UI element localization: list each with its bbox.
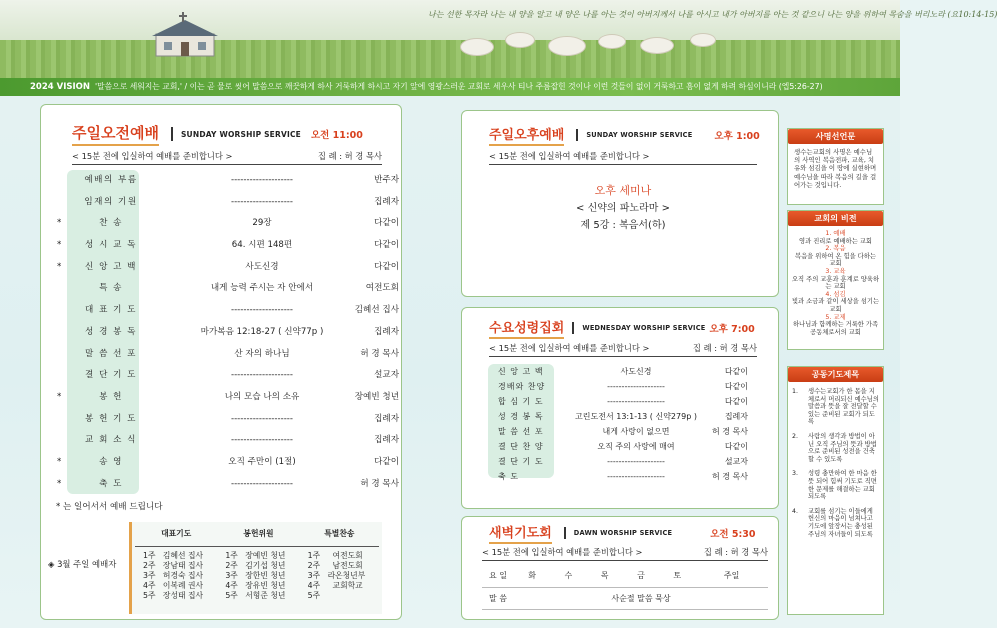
order-content: 내게 능력 주시는 자 안에서: [210, 283, 314, 294]
duty-entry: 2주 남전도회: [307, 560, 363, 570]
order-name: 합 심 기 도: [498, 397, 544, 406]
duty-col-prayer: [135, 546, 217, 602]
prayer-box: [787, 366, 884, 615]
prayer-item: [792, 433, 879, 463]
order-person: 허 경 목사: [712, 427, 748, 436]
order-row: [494, 439, 748, 454]
order-content: --------------------: [230, 413, 294, 424]
mission-title: 사명선언문: [788, 129, 883, 144]
order-row: [57, 474, 403, 496]
order-person: 반주자: [374, 175, 399, 185]
order-row: [494, 409, 748, 424]
stand-note: * 는 일어서서 예배 드립니다: [56, 502, 163, 512]
order-person: 다같이: [374, 218, 399, 229]
order-person: 다같이: [724, 397, 748, 406]
dawn-schedule: [482, 565, 768, 610]
order-person: 다같이: [374, 240, 399, 251]
duty-entry: 4주 이복례 권사: [143, 581, 204, 591]
morning-order-list: [57, 170, 403, 495]
duty-table: [129, 522, 382, 614]
order-row: [57, 170, 403, 192]
order-content: 사도신경: [245, 261, 279, 272]
order-content: --------------------: [607, 382, 665, 391]
order-name: 교 회 소 식: [85, 435, 137, 446]
wednesday-prep: < 15분 전에 입실하여 예배를 준비합니다 >: [489, 343, 650, 353]
duty-entry: 4주 장유빈 청년: [225, 581, 286, 591]
title-divider: [576, 129, 578, 141]
afternoon-title-en: SUNDAY WORSHIP SERVICE: [586, 131, 693, 139]
order-name: 결 단 찬 양: [498, 442, 544, 451]
header-verse: 나는 선한 목자라 나는 내 양을 알고 내 양은 나를 아는 것이 아버지께서 나를 아시고 내가 아버지를 아는 것 같으니 나는 양을 위하여 목숨을 버리노라 (요10:14-15): [428, 10, 997, 19]
dawn-word-row: [482, 587, 768, 609]
prayer-title: 공동기도제목: [788, 367, 883, 382]
order-star: *: [57, 218, 62, 229]
order-person: 여전도회: [365, 283, 399, 294]
order-person: 다같이: [724, 382, 748, 391]
duty-entry: 5주: [307, 591, 321, 601]
order-row: [57, 213, 403, 235]
prayer-item: [792, 388, 879, 426]
dawn-title: [489, 522, 756, 544]
header-banner: [0, 0, 997, 78]
order-content: 마가복음 12:18-27 ( 신약77p ): [200, 326, 324, 337]
order-person: 김혜선 집사: [354, 305, 399, 316]
dawn-days-row: [482, 565, 768, 587]
vision-title: 교회의 비전: [788, 211, 883, 226]
order-row: [494, 424, 748, 439]
order-person: 집례자: [724, 412, 748, 421]
vision-item-text: 오직 주의 교훈과 훈계로 양육하는 교회: [791, 275, 880, 291]
dawn-time: 오전 5:30: [710, 529, 756, 540]
wednesday-title: [489, 317, 755, 339]
order-name: 결 단 기 도: [498, 457, 544, 466]
duty-entry: 1주 김혜선 집사: [143, 550, 204, 560]
dawn-title-en: DAWN WORSHIP SERVICE: [573, 529, 673, 537]
order-person: 집례자: [374, 413, 399, 424]
order-row: [57, 257, 403, 279]
vision-year: 2024 VISION: [30, 82, 90, 92]
duty-entry: 4주 교회학교: [307, 581, 363, 591]
order-person: 집례자: [374, 196, 399, 207]
sky-background: [0, 0, 900, 40]
morning-title-en: SUNDAY WORSHIP SERVICE: [180, 129, 301, 139]
vision-item-text: 영과 진리로 예배하는 교회: [799, 237, 872, 245]
duty-accent: [129, 522, 132, 614]
order-content: 산 자의 하나님: [234, 348, 290, 359]
dawn-title-ko: 새벽기도회: [489, 522, 552, 544]
grass-field: [0, 40, 900, 78]
order-name: 성 시 교 독: [85, 240, 137, 251]
order-name: 성 경 봉 독: [498, 412, 544, 421]
sheep-1: [460, 38, 494, 56]
dawn-day: 금: [623, 565, 659, 587]
afternoon-prep-line: [489, 150, 757, 165]
title-divider: [564, 527, 566, 539]
order-name: 신 앙 고 백: [85, 261, 137, 272]
order-name: 결 단 기 도: [85, 370, 137, 381]
seminar-title: 오후 세미나: [594, 184, 652, 197]
duty-entry: 3주 허경숙 집사: [143, 570, 204, 580]
dawn-day: 목: [587, 565, 623, 587]
sheep-2: [505, 32, 535, 48]
order-name: 성 경 봉 독: [85, 326, 137, 337]
sheep-4: [598, 34, 626, 49]
duty-entry: 2주 김기섭 청년: [225, 560, 286, 570]
duty-grid: [135, 522, 379, 602]
afternoon-title-ko: 주일오후예배: [489, 124, 564, 146]
order-row: [57, 300, 403, 322]
order-person: 장예빈 청년: [354, 391, 399, 402]
order-content: 오직 주의 사랑에 매여: [597, 442, 675, 451]
order-row: [57, 235, 403, 257]
order-person: 다같이: [724, 367, 748, 376]
vision-item-number: 1. 예배: [825, 230, 846, 237]
mission-box: [787, 128, 884, 205]
afternoon-title: [489, 124, 760, 146]
order-content: --------------------: [230, 370, 294, 381]
order-row: [57, 409, 403, 431]
duty-entry: 1주 여전도회: [307, 550, 363, 560]
order-star: *: [57, 240, 62, 251]
order-person: 허 경 목사: [712, 472, 748, 481]
vision-item-number: 4. 섬김: [825, 290, 846, 298]
order-star: *: [57, 478, 62, 489]
prayer-text: 교회를 섬기는 이들에게 헌신의 마음이 넘쳐나고 기도에 앞장서는 충성된 주님의 자녀들이 되도록: [808, 507, 873, 538]
wednesday-leader: 집 례 : 허 경 목사: [692, 343, 757, 353]
duty-entry: 5주 장성태 집사: [143, 591, 204, 601]
morning-prep: < 15분 전에 입실하여 예배를 준비합니다 >: [72, 151, 233, 161]
order-person: 집례자: [374, 326, 399, 337]
order-content: 64. 시편 148편: [231, 240, 293, 251]
title-divider: [572, 322, 574, 334]
prayer-text: 성령 충만하여 한 마음 한 뜻 되어 힘써 기도로 직면한 문제를 해결하는 교회되도록: [808, 470, 877, 501]
dawn-word-value: 사순절 말씀 묵상: [514, 587, 768, 609]
order-star: *: [57, 391, 62, 402]
wednesday-title-en: WEDNESDAY WORSHIP SERVICE: [582, 324, 706, 332]
wednesday-time: 오후 7:00: [709, 324, 755, 335]
morning-title-ko: 주일오전예배: [72, 122, 159, 146]
order-content: --------------------: [230, 435, 294, 446]
order-name: 봉 헌: [99, 391, 123, 402]
title-divider: [171, 127, 173, 141]
order-name: 특 송: [99, 283, 123, 294]
order-name: 말 씀 선 포: [85, 348, 137, 359]
order-person: 설교자: [724, 457, 748, 466]
sheep-5: [640, 37, 674, 54]
order-name: 축 도: [99, 478, 123, 489]
order-content: 사도신경: [620, 367, 652, 376]
order-row: [57, 192, 403, 214]
order-content: --------------------: [230, 478, 294, 489]
order-name: 대 표 기 도: [85, 305, 137, 316]
order-row: [57, 365, 403, 387]
order-row: [494, 379, 748, 394]
order-name: 축 도: [498, 472, 519, 481]
duty-entry: 5주 서형준 청년: [225, 591, 286, 601]
order-row: [57, 322, 403, 344]
order-person: 허 경 목사: [360, 348, 399, 359]
prayer-text: 사람의 생각과 방법이 아닌 오직 주님의 뜻과 방법으로 준비된 성전을 건축할 수 있도록: [808, 432, 877, 463]
order-person: 다같이: [724, 442, 748, 451]
dawn-leader: 집 례 : 허 경 목사: [703, 547, 768, 557]
order-content: 내게 사랑이 없으면: [602, 427, 670, 436]
order-person: 허 경 목사: [360, 478, 399, 489]
order-name: 경배와 찬양: [498, 382, 546, 391]
duty-label: ◈ 3월 주일 예배자: [48, 559, 117, 569]
wednesday-order-list: [494, 364, 748, 484]
morning-time: 오전 11:00: [311, 130, 363, 141]
seminar-lesson: 제 5강 : 복음서(하): [580, 220, 666, 231]
dawn-day: 주일: [695, 565, 768, 587]
afternoon-time: 오후 1:00: [714, 131, 760, 142]
vision-item-text: 하나님과 함께하는 거룩한 가족 공동체로서의 교회: [792, 321, 879, 336]
order-content: 오직 주만이 (1절): [228, 456, 296, 467]
duty-entry: 2주 장남태 집사: [143, 560, 204, 570]
prayer-number: 1.: [792, 388, 799, 395]
vision-item-number: 3. 교육: [825, 267, 846, 275]
order-name: 신 앙 고 백: [498, 367, 544, 376]
prayer-number: 4.: [792, 507, 799, 515]
order-content: 나의 모습 나의 소유: [224, 391, 300, 402]
order-name: 찬 송: [99, 218, 123, 229]
afternoon-prep: < 15분 전에 입실하여 예배를 준비합니다 >: [489, 151, 650, 161]
dawn-prep: < 15분 전에 입실하여 예배를 준비합니다 >: [482, 547, 643, 557]
mission-text: 생수는교회의 사명은 예수님의 사역인 복음전파, 교육, 치유와 섬김을 이 땅에 실현하며 예수님을 따라 복음의 길을 걸어가는 것입니다.: [794, 148, 877, 189]
duty-header-offering: 봉헌위원: [217, 522, 299, 546]
seminar-subtitle: < 신약의 파노라마 >: [576, 203, 670, 214]
morning-prep-line: [72, 150, 382, 165]
sheep-6: [690, 33, 716, 47]
dawn-day: 토: [659, 565, 695, 587]
order-content: 고린도전서 13:1-13 ( 신약279p ): [575, 412, 697, 421]
vision-item-text: 복음을 위하여 온 힘을 다하는 교회: [795, 252, 876, 268]
church-icon: [150, 12, 220, 58]
order-row: [57, 452, 403, 474]
order-content: --------------------: [230, 305, 294, 316]
order-name: 말 씀 선 포: [498, 427, 544, 436]
order-row: [57, 344, 403, 366]
order-person: 다같이: [374, 456, 399, 467]
duty-entry: 3주 라온청년부: [307, 570, 366, 580]
dawn-prep-line: [482, 546, 768, 561]
order-person: 다같이: [374, 261, 399, 272]
wednesday-title-ko: 수요성령집회: [489, 317, 564, 339]
order-row: [57, 430, 403, 452]
vision-list: [788, 226, 883, 340]
duty-col-offering: [217, 546, 299, 602]
order-content: 29장: [252, 218, 272, 229]
order-content: --------------------: [230, 175, 294, 185]
prayer-number: 2.: [792, 432, 799, 440]
duty-header-prayer: 대표기도: [135, 522, 217, 546]
order-row: [57, 387, 403, 409]
order-person: 집례자: [374, 435, 399, 446]
order-person: 설교자: [374, 370, 399, 381]
prayer-list: [788, 382, 883, 551]
vision-text: '말씀으로 세워지는 교회,' / 이는 곧 물로 씻어 말씀으로 깨끗하게 하사 거룩하게 하시고 자기 앞에 영광스러운 교회로 세우사 티나 주름잡힌 것이나 이런 것들이 없이 거룩하고 흠이 없게 하려 하심이니라 (엡5:26-27): [94, 82, 823, 91]
order-content: --------------------: [607, 397, 665, 406]
duty-entry: 1주 장예빈 청년: [225, 550, 286, 560]
duty-col-song: [300, 546, 379, 602]
order-row: [494, 364, 748, 379]
duty-entry: 3주 장한빈 청년: [225, 570, 286, 580]
order-content: --------------------: [607, 457, 665, 466]
order-row: [57, 278, 403, 300]
order-name: 봉 헌 기 도: [85, 413, 137, 424]
vision-item-number: 5. 교제: [825, 313, 846, 321]
order-name: 송 영: [99, 456, 123, 467]
order-star: *: [57, 456, 62, 467]
sheep-3: [548, 36, 586, 56]
order-star: *: [57, 261, 62, 272]
dawn-day: 수: [550, 565, 586, 587]
order-row: [494, 469, 748, 484]
dawn-day-label: 요 일: [482, 565, 514, 587]
order-content: --------------------: [607, 472, 665, 481]
vision-bar: [0, 78, 900, 96]
order-row: [494, 394, 748, 409]
prayer-item: [792, 470, 879, 500]
order-name: 예배의 부름: [84, 175, 138, 185]
prayer-item: [792, 508, 879, 538]
dawn-day: 화: [514, 565, 550, 587]
order-content: --------------------: [230, 196, 294, 207]
vision-item-number: 2. 복음: [825, 245, 846, 253]
wednesday-prep-line: [489, 342, 757, 357]
prayer-number: 3.: [792, 470, 799, 478]
vision-box: [787, 210, 884, 350]
morning-title: [72, 122, 363, 146]
vision-item-text: 빛과 소금과 같이 세상을 섬기는 교회: [791, 298, 880, 313]
order-row: [494, 454, 748, 469]
dawn-word-label: 말 씀: [482, 587, 514, 609]
duty-header-song: 특별찬송: [300, 522, 379, 546]
prayer-text: 생수는교회가 한 몸을 지체로서 머리되신 예수님의 말씀과 뜻을 잘 전달할 수 있는 준비된 교회가 되도록: [808, 388, 879, 426]
morning-leader: 집 례 : 허 경 목사: [317, 151, 382, 161]
order-name: 임재의 기원: [84, 196, 138, 207]
